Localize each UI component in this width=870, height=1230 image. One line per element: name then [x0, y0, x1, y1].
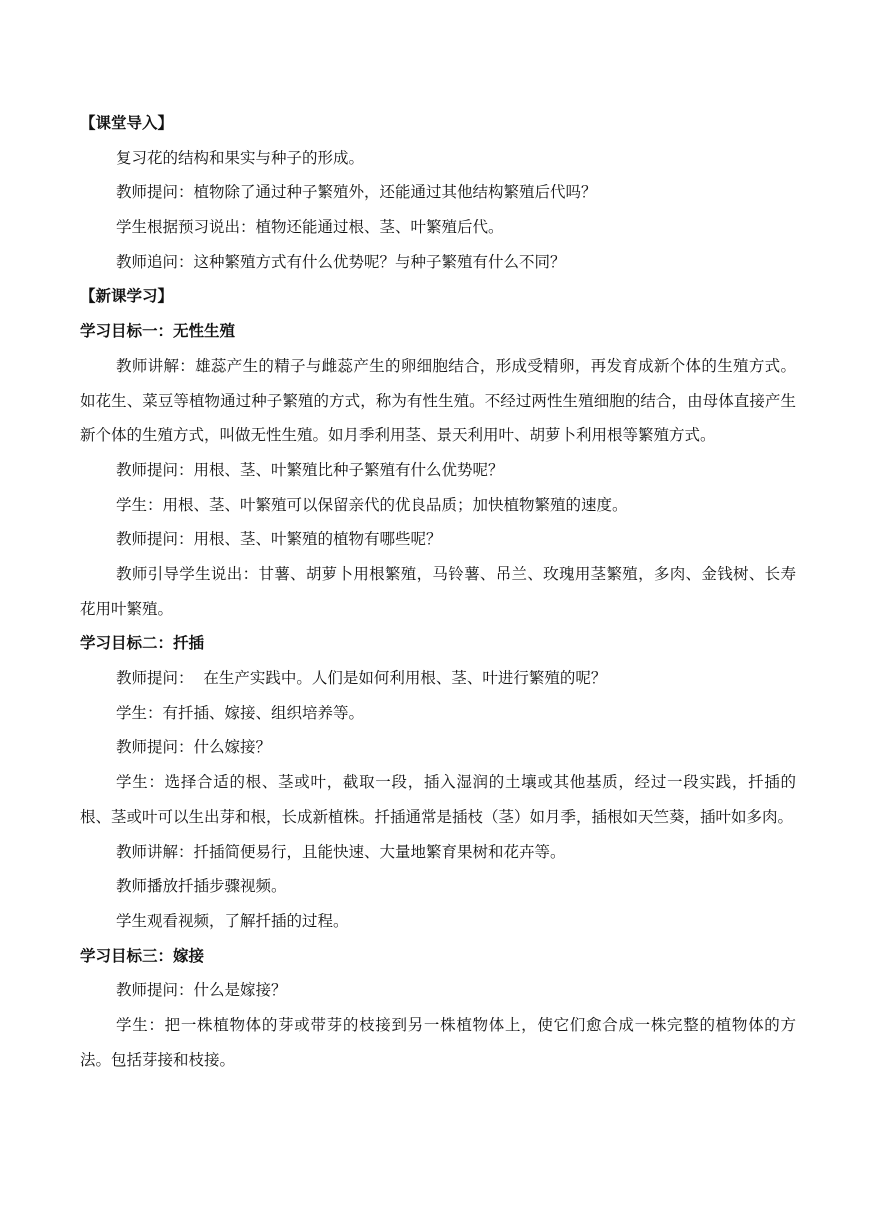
- section-heading-new-lesson: 【新课学习】: [80, 287, 174, 306]
- goal2-line-1: 教师提问： 在生产实践中。人们是如何利用根、茎、叶进行繁殖的呢？: [116, 669, 607, 688]
- goal2-line-2: 学生：有扦插、嫁接、组织培养等。: [116, 703, 365, 722]
- goal1-paragraph-1: 教师讲解：雄蕊产生的精子与雌蕊产生的卵细胞结合，形成受精卵，再发育成新个体的生殖方式。如花生、菜豆等植物通过种子繁殖的方式，称为有性生殖。不经过两性生殖细胞的结合，由母体直接产生新个体的生殖方式，叫做无性生殖。如月季利用茎、景天利用叶、胡萝卜利用根等繁殖方式。: [80, 356, 796, 445]
- intro-line-3: 学生根据预习说出：植物还能通过根、茎、叶繁殖后代。: [116, 218, 504, 237]
- goal2-line-6: 学生观看视频，了解扦插的过程。: [116, 911, 349, 930]
- goal2-line-5: 教师播放扦插步骤视频。: [116, 877, 287, 896]
- document-page: [80, 106, 796, 1077]
- goal1-line-3: 教师提问：用根、茎、叶繁殖的植物有哪些呢？: [116, 530, 442, 549]
- goal1-heading: 学习目标一：无性生殖: [80, 322, 236, 341]
- section-heading-intro: 【课堂导入】: [80, 114, 174, 132]
- goal2-paragraph-1: 学生：选择合适的根、茎或叶，截取一段，插入湿润的土壤或其他基质，经过一段实践，扦插的根、茎或叶可以生出芽和根，长成新植株。扦插通常是插枝（茎）如月季，插根如天竺葵，插叶如多肉。: [80, 773, 796, 826]
- goal1-line-2: 学生：用根、茎、叶繁殖可以保留亲代的优良品质；加快植物繁殖的速度。: [116, 495, 628, 514]
- goal2-line-3: 教师提问：什么嫁接？: [116, 738, 272, 757]
- goal2-line-4: 教师讲解：扦插简便易行，且能快速、大量地繁育果树和花卉等。: [116, 842, 566, 861]
- goal1-paragraph-2: 教师引导学生说出：甘薯、胡萝卜用根繁殖，马铃薯、吊兰、玫瑰用茎繁殖，多肉、金钱树、长寿花用叶繁殖。: [80, 564, 796, 618]
- intro-line-2: 教师提问：植物除了通过种子繁殖外，还能通过其他结构繁殖后代吗？: [116, 183, 597, 202]
- goal3-paragraph-1: 学生：把一株植物体的芽或带芽的枝接到另一株植物体上，使它们愈合成一株完整的植物体的方法。包括芽接和枝接。: [80, 1015, 796, 1069]
- intro-line-4: 教师追问：这种繁殖方式有什么优势呢？与种子繁殖有什么不同？: [116, 252, 566, 271]
- goal3-heading: 学习目标三：嫁接: [80, 946, 205, 965]
- goal2-heading: 学习目标二：扦插: [80, 634, 205, 653]
- goal1-line-1: 教师提问：用根、茎、叶繁殖比种子繁殖有什么优势呢？: [116, 460, 504, 479]
- intro-line-1: 复习花的结构和果实与种子的形成。: [116, 148, 365, 167]
- goal3-line-1: 教师提问：什么是嫁接？: [116, 981, 287, 1000]
